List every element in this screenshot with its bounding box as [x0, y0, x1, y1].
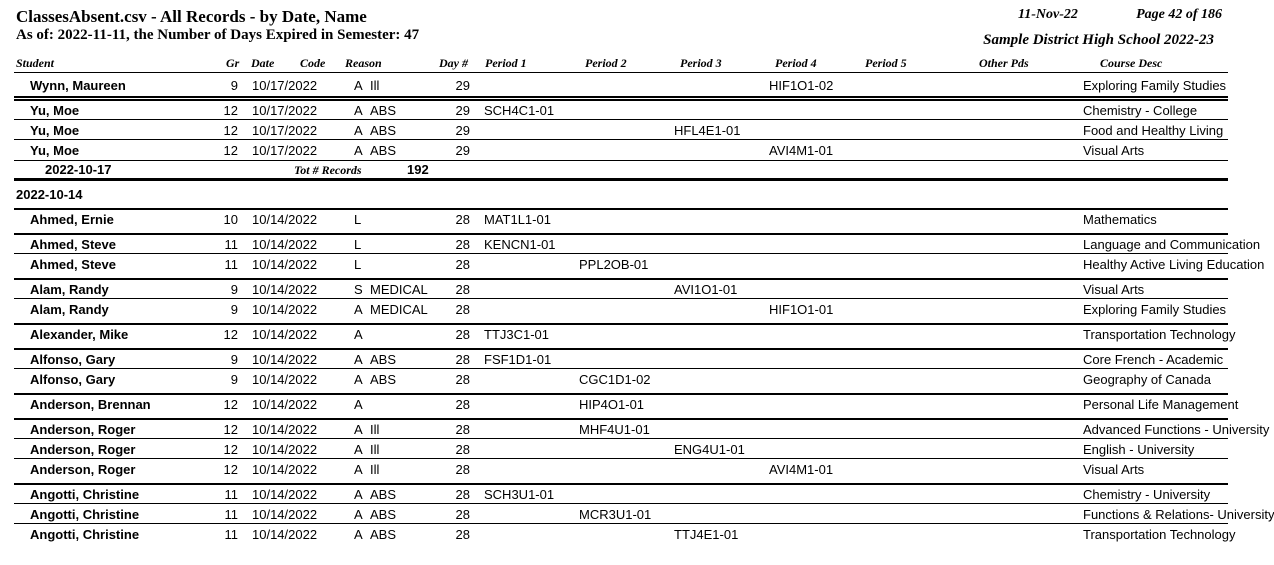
day-number: 28 [455, 212, 470, 227]
table-row [0, 140, 1228, 160]
grade: 9 [230, 352, 238, 367]
student-name: Wynn, Maureen [30, 78, 126, 93]
table-row [0, 209, 1228, 229]
absence-date: 10/14/2022 [252, 237, 318, 252]
grade: 10 [223, 212, 238, 227]
course-description: Visual Arts [1083, 462, 1145, 477]
course-description: Functions & Relations- University [1083, 507, 1274, 522]
period-1-course: SCH3U1-01 [484, 487, 555, 502]
day-number: 29 [455, 103, 470, 118]
absence-date: 10/14/2022 [252, 507, 318, 522]
table-row [0, 369, 1228, 389]
course-description: Transportation Technology [1083, 327, 1236, 342]
day-number: 28 [455, 397, 470, 412]
day-number: 28 [455, 442, 470, 457]
absence-reason: ABS [370, 372, 397, 387]
period-1-course: KENCN1-01 [484, 237, 556, 252]
day-number: 29 [455, 123, 470, 138]
attendance-code: A [354, 527, 363, 542]
course-description: Visual Arts [1083, 282, 1145, 297]
table-row [0, 349, 1228, 369]
attendance-code: A [354, 352, 363, 367]
absence-date: 10/14/2022 [252, 462, 318, 477]
grade: 12 [223, 327, 238, 342]
absence-date: 10/14/2022 [252, 527, 318, 542]
day-number: 28 [455, 352, 470, 367]
course-description: Exploring Family Studies [1083, 78, 1227, 93]
course-description: Chemistry - College [1083, 103, 1198, 118]
period-3-course: TTJ4E1-01 [674, 527, 739, 542]
student-name: Anderson, Brennan [30, 397, 151, 412]
col-header-other-pds: Other Pds [979, 56, 1029, 70]
period-4-course: AVI4M1-01 [769, 462, 834, 477]
absence-date: 10/14/2022 [252, 212, 318, 227]
attendance-code: S [354, 282, 363, 297]
absence-date: 10/17/2022 [252, 143, 318, 158]
day-number: 28 [455, 302, 470, 317]
student-name: Alfonso, Gary [30, 372, 116, 387]
table-row [0, 459, 1228, 479]
col-header-period-4: Period 4 [775, 56, 817, 70]
grade: 11 [224, 487, 238, 502]
absence-date: 10/14/2022 [252, 487, 318, 502]
row-rule [14, 96, 1228, 98]
table-row [0, 504, 1274, 524]
grade: 12 [223, 103, 238, 118]
course-description: Geography of Canada [1083, 372, 1211, 387]
col-header-date: Date [251, 56, 275, 70]
col-header-code: Code [300, 56, 326, 70]
absence-reason: Ill [370, 442, 380, 457]
subtotal-date: 2022-10-17 [45, 162, 112, 177]
print-date: 11-Nov-22 [1018, 7, 1078, 22]
absence-date: 10/17/2022 [252, 78, 318, 93]
absence-date: 10/14/2022 [252, 282, 318, 297]
day-number: 28 [455, 422, 470, 437]
school-name: Sample District High School 2022-23 [983, 32, 1214, 48]
table-row [0, 279, 1228, 299]
period-3-course: AVI1O1-01 [674, 282, 738, 297]
table-row [0, 254, 1265, 274]
attendance-code: A [354, 78, 363, 93]
period-2-course: MCR3U1-01 [579, 507, 652, 522]
grade: 12 [223, 422, 238, 437]
student-name: Anderson, Roger [30, 442, 136, 457]
student-name: Alfonso, Gary [30, 352, 116, 367]
student-name: Ahmed, Ernie [30, 212, 114, 227]
attendance-code: A [354, 462, 363, 477]
period-1-course: FSF1D1-01 [484, 352, 552, 367]
group-date-heading: 2022-10-14 [16, 187, 83, 202]
grade: 9 [230, 302, 238, 317]
col-header-period-3: Period 3 [680, 56, 722, 70]
student-name: Yu, Moe [30, 103, 80, 118]
course-description: Core French - Academic [1083, 352, 1224, 367]
period-2-course: CGC1D1-02 [579, 372, 651, 387]
student-name: Alam, Randy [30, 302, 109, 317]
attendance-code: A [354, 442, 363, 457]
period-4-course: AVI4M1-01 [769, 143, 834, 158]
table-row [0, 484, 1228, 504]
absence-reason: MEDICAL [370, 302, 428, 317]
col-header-course-desc: Course Desc [1100, 56, 1163, 70]
absence-date: 10/17/2022 [252, 123, 318, 138]
day-number: 28 [455, 237, 470, 252]
absence-date: 10/14/2022 [252, 422, 318, 437]
table-row [0, 324, 1236, 344]
course-description: Visual Arts [1083, 143, 1145, 158]
period-2-course: MHF4U1-01 [579, 422, 650, 437]
course-description: Food and Healthy Living [1083, 123, 1224, 138]
attendance-code: A [354, 302, 363, 317]
table-row [0, 75, 1228, 95]
grade: 12 [223, 397, 238, 412]
period-3-course: ENG4U1-01 [674, 442, 745, 457]
day-number: 28 [455, 462, 470, 477]
col-header-student: Student [16, 56, 55, 70]
grade: 12 [223, 462, 238, 477]
col-header-day: Day # [439, 56, 468, 70]
table-row [0, 394, 1239, 414]
course-description: Transportation Technology [1083, 527, 1236, 542]
grade: 9 [230, 78, 238, 93]
report-title: ClassesAbsent.csv - All Records - by Date, Name [16, 7, 367, 26]
course-description: Chemistry - University [1083, 487, 1211, 502]
subtotal-label: Tot # Records [294, 163, 362, 177]
absence-date: 10/14/2022 [252, 442, 318, 457]
course-description: Mathematics [1083, 212, 1157, 227]
day-number: 28 [455, 372, 470, 387]
student-name: Ahmed, Steve [30, 257, 116, 272]
student-name: Alexander, Mike [30, 327, 129, 342]
absence-reason: ABS [370, 352, 397, 367]
col-header-period-5: Period 5 [865, 56, 907, 70]
absence-reason: Ill [370, 422, 380, 437]
course-description: Language and Communication [1083, 237, 1261, 252]
period-2-course: PPL2OB-01 [579, 257, 649, 272]
course-description: English - University [1083, 442, 1195, 457]
col-header-gr: Gr [226, 56, 240, 70]
table-row [0, 419, 1270, 439]
grade: 9 [230, 372, 238, 387]
attendance-code: A [354, 143, 363, 158]
report-subtitle: As of: 2022-11-11, the Number of Days Expired in Semester: 47 [16, 27, 420, 43]
student-name: Angotti, Christine [30, 507, 140, 522]
col-header-period-1: Period 1 [485, 56, 527, 70]
course-description: Exploring Family Studies [1083, 302, 1227, 317]
student-name: Anderson, Roger [30, 422, 136, 437]
day-number: 28 [455, 527, 470, 542]
grade: 11 [224, 527, 238, 542]
table-row [0, 234, 1261, 254]
absence-reason: Ill [370, 462, 380, 477]
course-description: Personal Life Management [1083, 397, 1239, 412]
grade: 12 [223, 442, 238, 457]
course-description: Advanced Functions - University [1083, 422, 1270, 437]
day-number: 28 [455, 282, 470, 297]
absence-reason: ABS [370, 487, 397, 502]
attendance-code: L [354, 257, 362, 272]
student-name: Ahmed, Steve [30, 237, 116, 252]
attendance-code: A [354, 103, 363, 118]
grade: 12 [223, 143, 238, 158]
row-rule [14, 160, 1228, 161]
period-1-course: TTJ3C1-01 [484, 327, 550, 342]
page-number: Page 42 of 186 [1136, 7, 1222, 22]
absence-reason: MEDICAL [370, 282, 428, 297]
grade: 11 [224, 507, 238, 522]
absence-date: 10/14/2022 [252, 372, 318, 387]
day-number: 29 [455, 78, 470, 93]
day-number: 28 [455, 257, 470, 272]
absence-date: 10/14/2022 [252, 257, 318, 272]
student-name: Alam, Randy [30, 282, 109, 297]
grade: 9 [230, 282, 238, 297]
attendance-code: A [354, 327, 363, 342]
day-number: 29 [455, 143, 470, 158]
day-number: 28 [455, 487, 470, 502]
period-1-course: SCH4C1-01 [484, 103, 555, 118]
absence-reason: Ill [370, 78, 380, 93]
student-name: Yu, Moe [30, 123, 80, 138]
period-2-course: HIP4O1-01 [579, 397, 645, 412]
period-4-course: HIF1O1-02 [769, 78, 834, 93]
attendance-code: L [354, 212, 362, 227]
absence-reason: ABS [370, 143, 397, 158]
period-1-course: MAT1L1-01 [484, 212, 551, 227]
grade: 11 [224, 257, 238, 272]
student-name: Angotti, Christine [30, 487, 140, 502]
attendance-code: L [354, 237, 362, 252]
absence-reason: ABS [370, 123, 397, 138]
attendance-code: A [354, 123, 363, 138]
col-header-period-2: Period 2 [585, 56, 627, 70]
student-name: Angotti, Christine [30, 527, 140, 542]
table-row [0, 524, 1236, 544]
student-name: Anderson, Roger [30, 462, 136, 477]
absence-date: 10/14/2022 [252, 397, 318, 412]
course-description: Healthy Active Living Education [1083, 257, 1265, 272]
day-number: 28 [455, 327, 470, 342]
attendance-code: A [354, 422, 363, 437]
col-header-reason: Reason [345, 56, 382, 70]
table-row [0, 439, 1228, 459]
table-row [0, 120, 1228, 140]
period-4-course: HIF1O1-01 [769, 302, 834, 317]
subtotal-count: 192 [407, 162, 429, 177]
day-number: 28 [455, 507, 470, 522]
attendance-code: A [354, 397, 363, 412]
absence-reason: ABS [370, 527, 397, 542]
attendance-code: A [354, 487, 363, 502]
table-row [0, 299, 1228, 319]
table-row [0, 100, 1228, 120]
student-name: Yu, Moe [30, 143, 80, 158]
absence-date: 10/17/2022 [252, 103, 318, 118]
absence-reason: ABS [370, 507, 397, 522]
grade: 12 [223, 123, 238, 138]
attendance-code: A [354, 372, 363, 387]
grade: 11 [224, 237, 238, 252]
attendance-code: A [354, 507, 363, 522]
absence-reason: ABS [370, 103, 397, 118]
absence-date: 10/14/2022 [252, 302, 318, 317]
period-3-course: HFL4E1-01 [674, 123, 741, 138]
absence-date: 10/14/2022 [252, 327, 318, 342]
absence-date: 10/14/2022 [252, 352, 318, 367]
